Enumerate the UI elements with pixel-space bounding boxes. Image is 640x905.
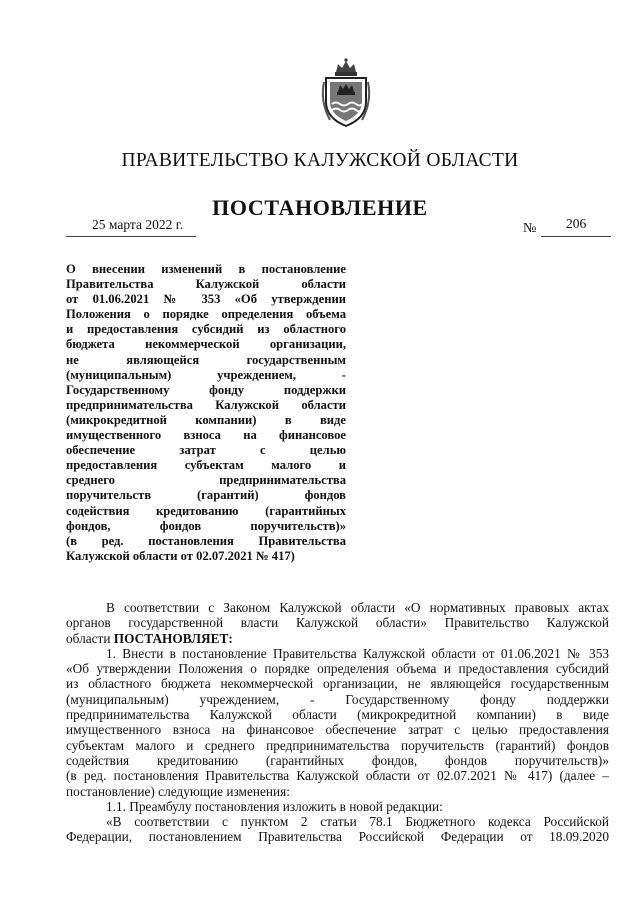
quote-line: Федерации, постановлением Правительства Российской Федерации от 18.09.2020 [66, 829, 609, 845]
decree-number: 206 [566, 216, 587, 231]
decree-subject [66, 262, 346, 564]
decree-date: 25 марта 2022 г. [92, 217, 184, 232]
item-1-line: содействия кредитованию (гарантийных фондов, фондов поручительств)» [66, 752, 609, 768]
subject-line: бюджета некоммерческой организации, [66, 337, 346, 352]
subject-line: среднего предпринимательства [66, 473, 346, 488]
item-1-line: (в ред. постановления Правительства Калужской области от 02.07.2021 № 417) (далее – [66, 768, 609, 784]
body-text: области [66, 630, 114, 646]
coat-of-arms-emblem [318, 58, 374, 130]
body-line [66, 631, 609, 646]
date-underline [66, 236, 196, 237]
number-underline [541, 236, 611, 237]
subject-line: Государственному фонду поддержки [66, 382, 346, 397]
subject-line: (в ред. постановления Правительства [66, 533, 346, 548]
item-1-1-line: 1.1. Преамбулу постановления изложить в новой редакции: [106, 798, 443, 814]
subject-line: от 01.06.2021 № 353 «Об утверждении [66, 292, 346, 307]
subject-line: поручительств (гарантий) фондов [66, 488, 346, 503]
document-type-title: ПОСТАНОВЛЕНИЕ [212, 195, 428, 220]
subject-line: Калужской области от 02.07.2021 № 417) [66, 548, 295, 563]
subject-line: содействия кредитованию (гарантийных [66, 503, 346, 518]
subject-line: и предоставления субсидий из областного [66, 322, 346, 337]
item-1-line: предпринимательства Калужской области (микрокредитной компании) в виде [66, 707, 609, 723]
subject-line: предоставления субъектам малого и [66, 458, 346, 473]
subject-line: Положения о порядке определения объема [66, 307, 346, 322]
item-1-line: из областного бюджета некоммерческой организации, не являющейся государственным [66, 676, 609, 692]
subject-line: фондов, фондов поручительств)» [66, 518, 346, 533]
subject-line: не являющейся государственным [66, 352, 346, 367]
item-1-line: субъектам малого и среднего предпринимательства поручительств (гарантий) фондов [66, 737, 609, 753]
item-1-line: «Об утверждении Положения о порядке определения объема и предоставления субсидий [66, 661, 609, 677]
subject-line: (микрокредитной компании) в виде [66, 412, 346, 427]
body-line: В соответствии с Законом Калужской области «О нормативных правовых актах [106, 600, 609, 615]
subject-line: О внесении изменений в постановление [66, 262, 346, 276]
government-title: ПРАВИТЕЛЬСТВО КАЛУЖСКОЙ ОБЛАСТИ [121, 150, 519, 171]
item-1-line: постановление) следующие изменения: [66, 783, 290, 799]
resolves-keyword: ПОСТАНОВЛЯЕТ: [113, 630, 233, 646]
number-label: № [523, 221, 537, 236]
body-line: органов государственной власти Калужской области» Правительство Калужской [66, 615, 609, 631]
subject-line: (муниципальным) учреждением, - [66, 367, 346, 382]
subject-line: обеспечение затрат с целью [66, 443, 346, 458]
subject-line: предпринимательства Калужской области [66, 397, 346, 412]
subject-line: Правительства Калужской области [66, 277, 346, 292]
subject-line: имущественного взноса на финансовое [66, 428, 346, 443]
item-1-line: (муниципальным) учреждением, - Государственному фонду поддержки [66, 691, 609, 707]
quote-line: «В соответствии с пунктом 2 статьи 78.1 Бюджетного кодекса Российской [106, 814, 609, 830]
item-1-line: имущественного взноса на финансовое обеспечение затрат с целью предоставления [66, 722, 609, 738]
item-1-line: 1. Внести в постановление Правительства Калужской области от 01.06.2021 № 353 [106, 645, 609, 661]
decree-body [66, 600, 609, 845]
